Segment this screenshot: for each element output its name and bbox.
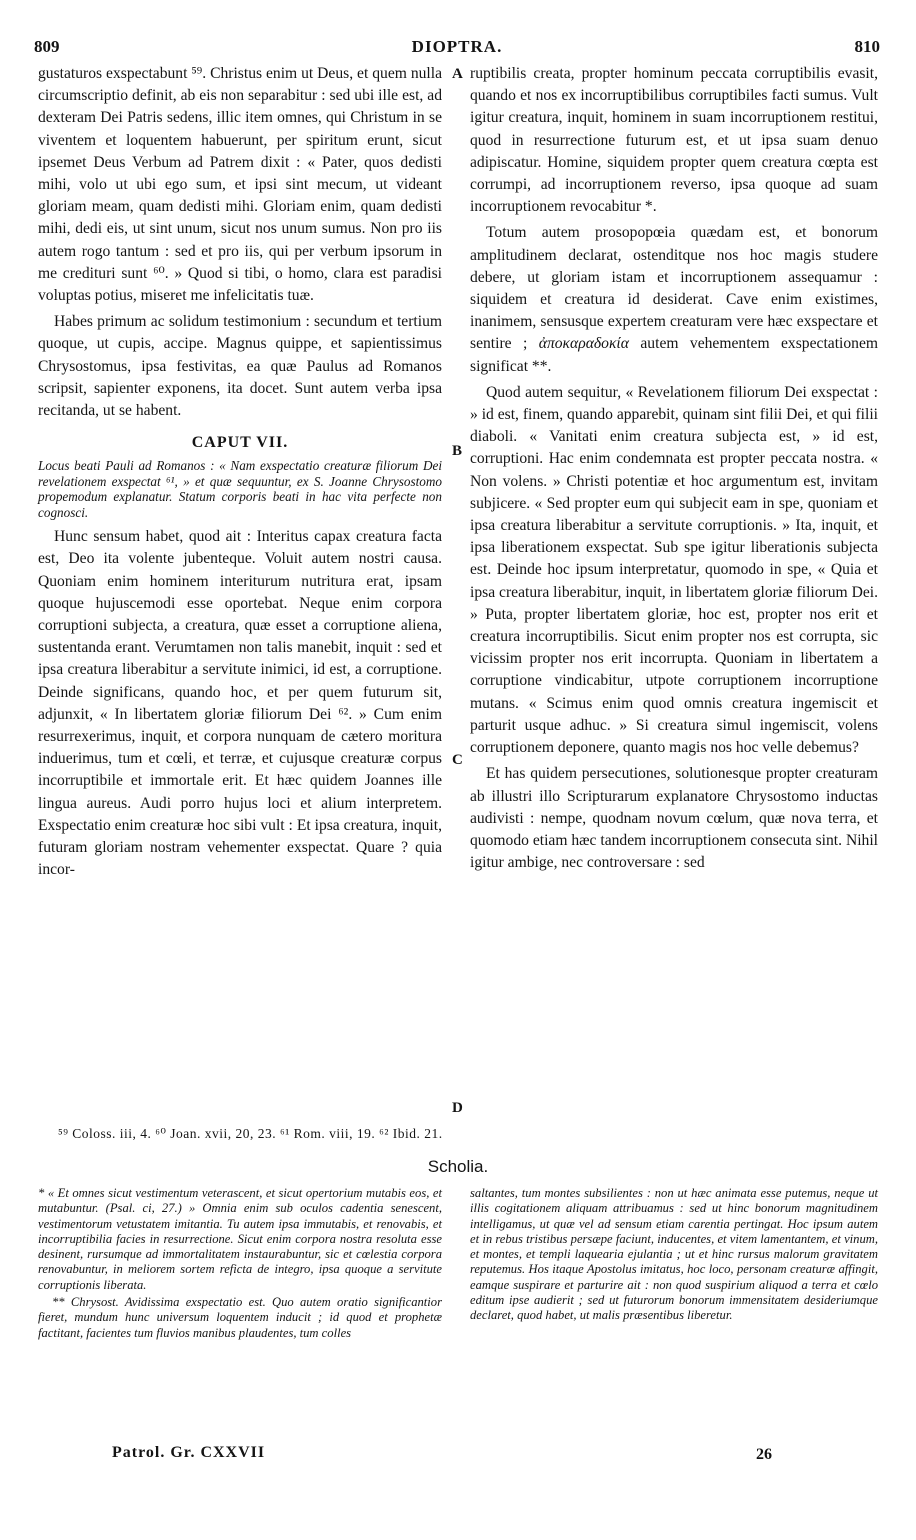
paragraph: Quod autem sequitur, « Revelationem filiorum Dei exspectat : » id est, finem, quando apparebit, quinam sint filii Dei, et qui filii diaboli. « Vanitati enim creatura subjecta est, » id est, corruptioni. Hac enim condemnata est propter peccata nostra. « Non volens. » Christi potentiæ et hoc argumentum est, invitam subjicere. « Sed propter eum qui subjecit eam in spe, quoniam et ipsa creatura liberabitur a servitute corruptionis. » Ita, inquit, et ipsa liberationem exspectat. Sub spe igitur liberationis subjecta est. Deinde hoc ipsum interpretatur, quomodo in spe, « Quia et ipsa creatura liberabitur, inquit, in libertatem gloriæ filiorum Dei. » Puta, propter libertatem gloriæ, hoc est, propter nos erit et creatura incorruptibilis. Sicut enim propter nos est corrupta, sic vicissim propter nos erit incorrupta. Quoniam in libertatem a corruptione vindicabitur, utpote corruptionem incorruptione mutans. « Scimus enim quod omnis creatura ingemiscit et parturit usque adhuc. » Si creatura simul ingemiscit, volens corruptionem deponere, quanto magis nos hoc velle debemus? xyxy=(470,383,878,757)
margin-letter-b: B xyxy=(452,443,463,459)
chapter-summary: Locus beati Pauli ad Romanos : « Nam exspectatio creaturæ filiorum Dei revelationem exspectat ⁶¹, » et quæ sequuntur, ex S. Joanne Chrysostomo propemodum explanatur. Statum corporis beati in hac vita perfecte non cognosci. xyxy=(38,458,442,520)
scholia-right-column xyxy=(470,1186,878,1324)
gathering-number: 26 xyxy=(756,1446,772,1463)
scholion: ** Chrysost. Avidissima exspectatio est. Quo autem oratio significantior fieret, mundum hunc universum loquentem inducit ; id quod et prophetæ factitant, facientes tum fluvios manibus plaudentes, tum colles xyxy=(38,1295,442,1340)
running-title: DIOPTRA. xyxy=(411,37,503,56)
paragraph: Habes primum ac solidum testimonium : secundum et tertium quoque, ut cupis, accipe. Magnus quippe, et sapientissimus Chrysostomus, ipsa festivitas, ea quæ Paulus ad Romanos scripsit, sapienter exponens, ita docet. Sunt autem verba ipsa recitanda, ut se habent. xyxy=(38,313,442,420)
paragraph: Et has quidem persecutiones, solutionesque propter creaturam ab illustri illo Scripturarum explanatore Chrysostomo inductas audivisti : nempe, quodnam novum cœlum, quæ nova terra, et quomodo etiam hæc tandem incorruptionem consecuta sint. Nihil igitur ambige, nec controversare : sed xyxy=(470,765,878,872)
running-header xyxy=(34,37,880,59)
scholion: saltantes, tum montes subsilientes : non ut hæc animata esse putemus, neque ut illis cogitationem aliquam attribuamus : sed ut hinc bonorum magnitudinem intelligamus, ut quæ vel ad sensum etiam carentia pertingat. Hoc ipsum autem et in rebus tristibus persæpe faciunt, inducentes, et vitem lamentantem, et vinum, et montes, et templi laquearia ejulantia ; ut et hinc rursus malorum gravitatem reputemus. Hos itaque Apostolus imitatus, hoc loco, personam creaturæ affingit, eamque suspirare et parturire ait : non quod suspirium aliquod a terra et cœlo editum ipse audierit ; sed ut futurorum bonorum immensitatem desideriumque declaret, quod habet, ut malis præsentibus liberetur. xyxy=(470,1186,878,1323)
greek-word: ἀποκαραδοκία xyxy=(538,335,629,353)
paragraph: ruptibilis creata, propter hominum peccata corruptibilis evasit, quando et nos ex incorruptibilibus corruptibiles facti sumus. Vult igitur creatura, inquit, hominem in suam incorruptionem restitui, quod in resurrectione futurum est, et ut ipsa suam denuo adipiscatur. Homine, siquidem propter quem creatura cœpta est corrumpi, ad incorruptionem reverso, ipsa quoque ad suam incorruptionem revocabitur *. xyxy=(470,65,878,216)
right-column xyxy=(470,63,878,874)
paragraph: gustaturos exspectabunt ⁵⁹. Christus enim ut Deus, et quem nulla circumscriptio definit, ab eis non separabitur : sed ubi ille est, ad dexteram Dei Patris sedens, illic item omnes, qui Christum in se viventem et loquentem habuerunt, per spiritum erunt, sicut ipsemet Deus Verbum ad Patrem dixit : « Pater, quos dedisti mihi, volo ut ubi ego sum, et ipsi sint mecum, ut videant gloriam meam, quam dedisti mihi. Gloriam enim, quam dedisti mihi, dedi eis, ut sint unum, sicut nos unum sumus. Non pro iis autem rogo tantum : sed et pro iis, qui per verbum ipsorum in me credituri sunt ⁶⁰. » Quod si tibi, o homo, clara est paradisi voluptas potius, miseret me infelicitatis tuæ. xyxy=(38,65,442,305)
paragraph xyxy=(470,222,878,377)
margin-letter-a: A xyxy=(452,66,463,82)
paragraph: Hunc sensum habet, quod ait : Interitus capax creatura facta est, Deo ita volente jubenteque. Voluit autem nostri causa. Quoniam enim hominem interiturum nutritura erat, ipsam quoque hujuscemodi esse oportebat. Neque enim corpora corruptioni subjecta, a creatura, quæ esset a corruptione aliena, sustentanda erant. Verumtamen non talis manebit, inquit : sed et ipsa creatura liberabitur a servitute inimici, id est, a corruptione. Deinde significans, quando hoc, et per quem futurum sit, adjunxit, « In libertatem gloriæ filiorum Dei ⁶². » Cum enim resurrexerimus, inquit, et corpora nunquam de cætero moritura induerimus, tum et cœli, et terræ, et cujusque creaturæ corpus incorruptibile et immortale erit. Et hæc quidem Joannes ille lingua aureus. Audi porro hujus loci et alium interpretem. Exspectatio enim creaturæ hoc sibi vult : Et ipsa creatura, inquit, futuram gloriam nostram vehementer exspectat. Quare ? quia incor- xyxy=(38,528,442,879)
margin-letter-d: D xyxy=(452,1100,463,1116)
page-number-left: 809 xyxy=(34,37,60,56)
scholia-left-column xyxy=(38,1186,442,1341)
scholia-title: Scholia. xyxy=(427,1157,489,1176)
text-run: autem vehementem exspectationem significat **. xyxy=(470,335,879,375)
left-column xyxy=(38,63,442,882)
page-number-right: 810 xyxy=(854,37,880,56)
text-run: Totum autem prosopopœia quædam est, et bonorum amplitudinem declarat, ostenditque nos hoc magis studere debere, ut gloriam istam et incorruptionem assequamur : siquidem et creatura id desiderat. Cave enim existimes, inanimem, sensusque expertem creaturam vere hæc exspectare et sentire ; xyxy=(470,224,878,353)
chapter-title: CAPUT VII. xyxy=(191,434,289,452)
footnotes: ⁵⁹ Coloss. iii, 4. ⁶⁰ Joan. xvii, 20, 23. ⁶¹ Rom. viii, 19. ⁶² Ibid. 21. xyxy=(58,1126,443,1141)
margin-letter-c: C xyxy=(452,752,463,768)
scholion: * « Et omnes sicut vestimentum veterascent, et sicut opertorium mutabis eos, et mutabuntur. (Psal. ci, 27.) » Omnia enim sub oculos cadentia senescent, vestimentorum vetustatem imitantia. Tu autem ipsa immutabis, et renovabis, et incorruptibilia facies in resurrectione. Sicut enim corpora nostra resoluta esse desinent, rursumque ad immortalitatem instaurabuntur, sic et cœlestia corpora renovabuntur, in meliorem sortem reficta de integro, ipsa quoque a servitute corruptionis liberata. xyxy=(38,1186,442,1292)
patrol-signature: Patrol. Gr. CXXVII xyxy=(112,1444,266,1461)
